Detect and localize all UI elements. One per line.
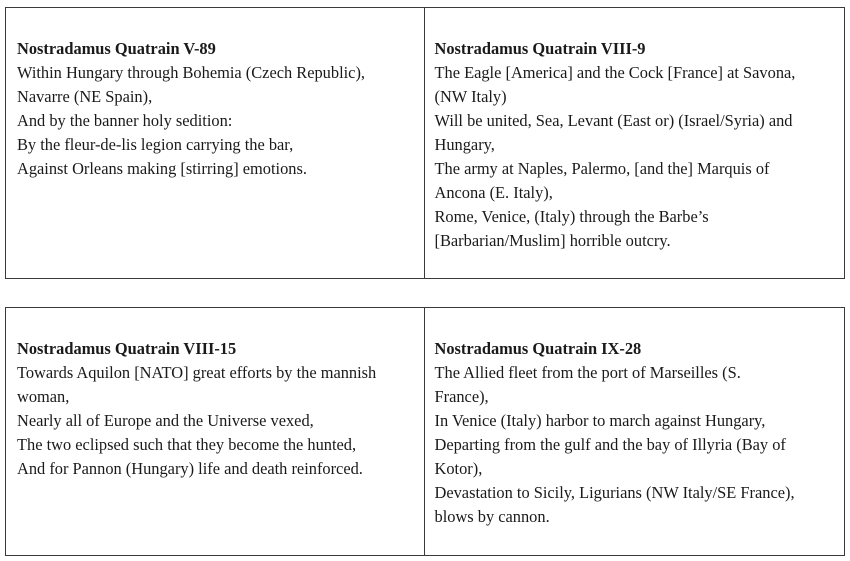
quatrain-line: The two eclipsed such that they become the hunted, xyxy=(17,435,357,454)
quatrain-line: Navarre (NE Spain), xyxy=(17,87,153,106)
quatrain-title: Nostradamus Quatrain IX-28 xyxy=(434,339,642,358)
quatrain-line: France), xyxy=(434,387,489,406)
quatrain-line: By the fleur-de-lis legion carrying the bar, xyxy=(17,135,294,154)
quatrain-table-top xyxy=(5,7,845,279)
quatrain-title: Nostradamus Quatrain VIII-15 xyxy=(17,339,237,358)
quatrain-line: Kotor), xyxy=(434,459,483,478)
quatrain-cell-ix-28 xyxy=(425,308,845,555)
quatrain-line: The army at Naples, Palermo, [and the] Marquis of xyxy=(434,159,770,178)
quatrain-line: The Eagle [America] and the Cock [France] at Savona, xyxy=(434,63,796,82)
quatrain-line: And for Pannon (Hungary) life and death reinforced. xyxy=(17,459,363,478)
quatrain-line: [Barbarian/Muslim] horrible outcry. xyxy=(434,231,671,250)
quatrain-line: In Venice (Italy) harbor to march against Hungary, xyxy=(434,411,766,430)
quatrain-line: blows by cannon. xyxy=(434,507,550,526)
quatrain-line: Within Hungary through Bohemia (Czech Republic), xyxy=(17,63,366,82)
quatrain-cell-viii-9 xyxy=(425,8,845,278)
quatrain-table-bottom xyxy=(5,307,845,556)
quatrain-line: The Allied fleet from the port of Marseilles (S. xyxy=(434,363,741,382)
quatrain-line: Nearly all of Europe and the Universe vexed, xyxy=(17,411,314,430)
quatrain-title: Nostradamus Quatrain VIII-9 xyxy=(434,39,646,58)
quatrain-line: Towards Aquilon [NATO] great efforts by the mannish xyxy=(17,363,377,382)
quatrain-line: Against Orleans making [stirring] emotions. xyxy=(17,159,307,178)
quatrain-line: Hungary, xyxy=(434,135,495,154)
quatrain-line: Rome, Venice, (Italy) through the Barbe’s xyxy=(434,207,709,226)
quatrain-line: Will be united, Sea, Levant (East or) (Israel/Syria) and xyxy=(434,111,793,130)
quatrain-line: woman, xyxy=(17,387,70,406)
quatrain-line: Devastation to Sicily, Ligurians (NW Italy/SE France), xyxy=(434,483,795,502)
quatrain-cell-v-89 xyxy=(6,8,425,278)
quatrain-title: Nostradamus Quatrain V-89 xyxy=(17,39,216,58)
quatrain-line: Ancona (E. Italy), xyxy=(434,183,553,202)
quatrain-cell-viii-15 xyxy=(6,308,425,555)
quatrain-line: (NW Italy) xyxy=(434,87,507,106)
quatrain-line: And by the banner holy sedition: xyxy=(17,111,233,130)
quatrain-line: Departing from the gulf and the bay of Illyria (Bay of xyxy=(434,435,786,454)
